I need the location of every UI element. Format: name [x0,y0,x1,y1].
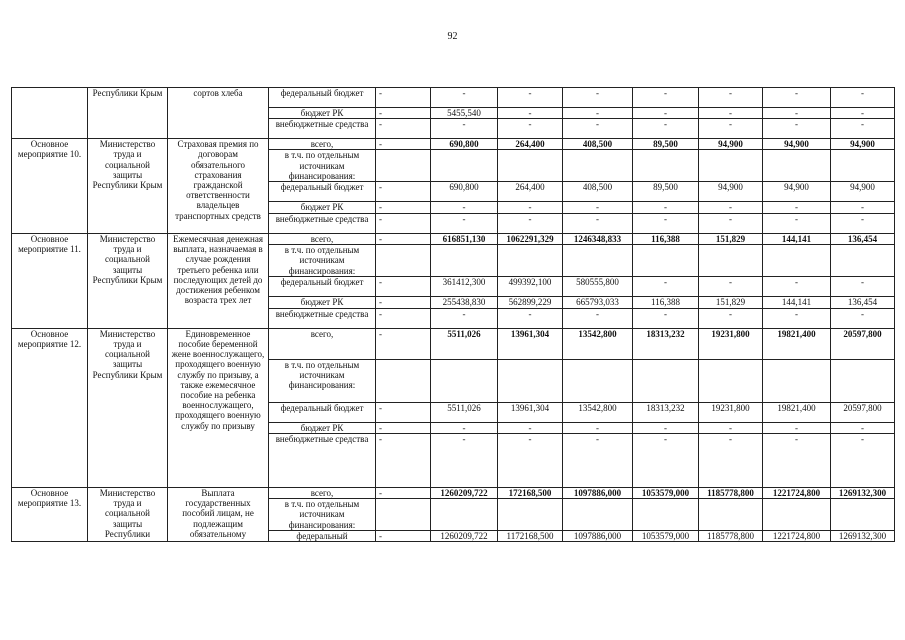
value-cell [831,359,895,402]
funding-source-cell: всего, [269,488,376,499]
value-cell: - [699,308,763,328]
value-cell: - [633,108,699,119]
value-cell: 690,800 [431,139,498,150]
value-cell: - [376,234,431,245]
value-cell: - [376,530,431,541]
value-cell [831,150,895,182]
value-cell: 264,400 [498,182,563,202]
value-cell: - [831,434,895,488]
value-cell: - [763,434,831,488]
value-cell: 94,900 [831,139,895,150]
event-cell: Основное мероприятие 11. [12,234,88,329]
value-cell: - [498,108,563,119]
value-cell: - [763,308,831,328]
funding-source-cell: бюджет РК [269,422,376,433]
funding-source-cell: федеральный [269,530,376,541]
funding-source-cell: федеральный бюджет [269,276,376,296]
funding-source-cell: внебюджетные средства [269,308,376,328]
value-cell: 361412,300 [431,276,498,296]
value-cell: - [498,202,563,214]
value-cell: - [831,202,895,214]
value-cell [699,245,763,277]
value-cell: - [763,108,831,119]
event-cell: Основное мероприятие 13. [12,488,88,542]
value-cell: 136,454 [831,234,895,245]
value-cell [431,150,498,182]
value-cell [763,150,831,182]
value-cell: - [763,214,831,234]
value-cell: - [431,88,498,108]
value-cell: - [376,139,431,150]
value-cell: 5455,540 [431,108,498,119]
table-row [12,88,895,108]
value-cell [699,499,763,531]
value-cell: 144,141 [763,296,831,308]
activity-cell: Ежемесячная денежная выплата, назначаемая в случае рождения третьего ребенка или последующих детей до достижения ребенком возраста трех лет [168,234,269,329]
value-cell: - [376,488,431,499]
value-cell: 172168,500 [498,488,563,499]
value-cell: - [699,214,763,234]
funding-source-cell: федеральный бюджет [269,402,376,422]
value-cell [563,359,633,402]
funding-source-cell: внебюджетные средства [269,214,376,234]
value-cell: - [498,119,563,139]
table-row [12,328,895,359]
value-cell: - [376,182,431,202]
value-cell: 18313,232 [633,328,699,359]
value-cell: - [831,276,895,296]
value-cell [633,150,699,182]
value-cell: - [831,422,895,433]
value-cell: 136,454 [831,296,895,308]
value-cell: 13542,800 [563,402,633,422]
value-cell: - [563,214,633,234]
value-cell: - [699,434,763,488]
value-cell: - [498,434,563,488]
value-cell: 89,500 [633,139,699,150]
value-cell: 562899,229 [498,296,563,308]
value-cell: - [699,276,763,296]
value-cell: - [376,308,431,328]
value-cell: - [763,119,831,139]
funding-source-cell: бюджет РК [269,296,376,308]
value-cell: 20597,800 [831,402,895,422]
value-cell: - [763,202,831,214]
value-cell [563,499,633,531]
value-cell [498,150,563,182]
value-cell: - [633,214,699,234]
value-cell: 151,829 [699,296,763,308]
funding-source-cell: всего, [269,139,376,150]
funding-source-cell: в т.ч. по отдельным источникам финансирования: [269,359,376,402]
value-cell: 5511,026 [431,328,498,359]
value-cell: 665793,033 [563,296,633,308]
activity-cell: сортов хлеба [168,88,269,139]
value-cell: - [563,108,633,119]
value-cell: - [563,202,633,214]
value-cell [563,150,633,182]
value-cell: - [633,88,699,108]
value-cell: - [376,202,431,214]
value-cell: - [376,402,431,422]
activity-cell: Страховая премия по договорам обязательного страхования гражданской ответственности владельцев транспортных средств [168,139,269,234]
value-cell: - [376,328,431,359]
value-cell: - [498,88,563,108]
executor-cell: Министерство труда и социальной защиты Республики Крым [88,234,168,329]
value-cell: 94,900 [699,139,763,150]
table-row [12,488,895,499]
value-cell: - [498,214,563,234]
value-cell: 20597,800 [831,328,895,359]
value-cell: - [563,308,633,328]
value-cell: 1097886,000 [563,488,633,499]
value-cell: 1185778,800 [699,488,763,499]
value-cell [431,359,498,402]
table-row [12,139,895,150]
funding-source-cell: федеральный бюджет [269,88,376,108]
value-cell: 116,388 [633,234,699,245]
value-cell: - [431,422,498,433]
funding-source-cell: бюджет РК [269,202,376,214]
value-cell: - [831,108,895,119]
value-cell: 94,900 [831,182,895,202]
value-cell: 1221724,800 [763,488,831,499]
value-cell: 144,141 [763,234,831,245]
funding-source-cell: в т.ч. по отдельным источникам финансирования: [269,245,376,277]
value-cell: 116,388 [633,296,699,308]
value-cell [831,245,895,277]
value-cell: - [699,108,763,119]
value-cell: 13961,304 [498,328,563,359]
funding-source-cell: внебюджетные средства [269,119,376,139]
value-cell: - [633,434,699,488]
value-cell: - [563,434,633,488]
value-cell: - [376,108,431,119]
value-cell: 1172168,500 [498,530,563,541]
executor-cell: Республики Крым [88,88,168,139]
value-cell [431,499,498,531]
value-cell: - [498,308,563,328]
value-cell: - [376,88,431,108]
executor-cell: Министерство труда и социальной защиты Республики Крым [88,328,168,487]
funding-source-cell: всего, [269,234,376,245]
value-cell: 408,500 [563,182,633,202]
value-cell: - [633,308,699,328]
value-cell [633,359,699,402]
value-cell: - [376,214,431,234]
value-cell: - [563,422,633,433]
value-cell [376,245,431,277]
value-cell [763,499,831,531]
value-cell [763,245,831,277]
value-cell: - [431,434,498,488]
value-cell: - [376,276,431,296]
value-cell: 19231,800 [699,402,763,422]
value-cell: - [431,202,498,214]
value-cell: - [431,214,498,234]
activity-cell: Выплата государственных пособий лицам, не подлежащим обязательному [168,488,269,542]
value-cell: - [831,88,895,108]
value-cell: 616851,130 [431,234,498,245]
value-cell: 255438,830 [431,296,498,308]
value-cell: 5511,026 [431,402,498,422]
value-cell [699,359,763,402]
value-cell: 1260209,722 [431,488,498,499]
value-cell: 19821,400 [763,402,831,422]
page-number: 92 [447,31,458,42]
value-cell: 151,829 [699,234,763,245]
value-cell: 1260209,722 [431,530,498,541]
value-cell: 408,500 [563,139,633,150]
value-cell: - [563,119,633,139]
value-cell [633,245,699,277]
value-cell: 1269132,300 [831,488,895,499]
executor-cell: Министерство труда и социальной защиты Республики Крым [88,139,168,234]
value-cell: 13961,304 [498,402,563,422]
value-cell: 94,900 [699,182,763,202]
value-cell: 18313,232 [633,402,699,422]
value-cell: - [699,202,763,214]
value-cell: 264,400 [498,139,563,150]
value-cell: 94,900 [763,139,831,150]
value-cell [498,499,563,531]
value-cell: 580555,800 [563,276,633,296]
value-cell: - [376,422,431,433]
value-cell: 1097886,000 [563,530,633,541]
value-cell: 499392,100 [498,276,563,296]
funding-source-cell: в т.ч. по отдельным источникам финансирования: [269,150,376,182]
value-cell: - [376,119,431,139]
value-cell [376,499,431,531]
value-cell: 1062291,329 [498,234,563,245]
value-cell: - [763,88,831,108]
value-cell [699,150,763,182]
event-cell [12,88,88,139]
value-cell: 1185778,800 [699,530,763,541]
value-cell [498,245,563,277]
value-cell: - [763,422,831,433]
value-cell: - [376,296,431,308]
executor-cell: Министерство труда и социальной защиты Республики [88,488,168,542]
activity-cell: Единовременное пособие беременной жене военнослужащего, проходящего военную службу по призыву, а также ежемесячное пособие на ребенка военнослужащего, проходящего военную службу по призыву [168,328,269,487]
value-cell: - [699,88,763,108]
value-cell [763,359,831,402]
event-cell: Основное мероприятие 12. [12,328,88,487]
funding-source-cell: федеральный бюджет [269,182,376,202]
value-cell: - [431,119,498,139]
value-cell: 1269132,300 [831,530,895,541]
value-cell [633,499,699,531]
value-cell: - [831,119,895,139]
value-cell: - [431,308,498,328]
value-cell: - [699,422,763,433]
value-cell: - [633,202,699,214]
value-cell [498,359,563,402]
value-cell [831,499,895,531]
table-row [12,234,895,245]
value-cell: 1246348,833 [563,234,633,245]
value-cell: - [831,214,895,234]
value-cell: - [763,276,831,296]
value-cell: 94,900 [763,182,831,202]
value-cell: 690,800 [431,182,498,202]
value-cell: 13542,800 [563,328,633,359]
value-cell: 19231,800 [699,328,763,359]
event-cell: Основное мероприятие 10. [12,139,88,234]
value-cell: - [831,308,895,328]
value-cell: 19821,400 [763,328,831,359]
value-cell [431,245,498,277]
funding-source-cell: внебюджетные средства [269,434,376,488]
value-cell: 1053579,000 [633,488,699,499]
funding-source-cell: всего, [269,328,376,359]
value-cell: - [699,119,763,139]
value-cell: 1053579,000 [633,530,699,541]
value-cell: - [563,88,633,108]
value-cell: - [633,119,699,139]
value-cell: - [498,422,563,433]
value-cell: - [376,434,431,488]
budget-table [11,87,895,542]
value-cell: - [633,276,699,296]
value-cell [376,359,431,402]
value-cell: 89,500 [633,182,699,202]
funding-source-cell: в т.ч. по отдельным источникам финансирования: [269,499,376,531]
value-cell: - [633,422,699,433]
value-cell [563,245,633,277]
value-cell [376,150,431,182]
funding-source-cell: бюджет РК [269,108,376,119]
value-cell: 1221724,800 [763,530,831,541]
